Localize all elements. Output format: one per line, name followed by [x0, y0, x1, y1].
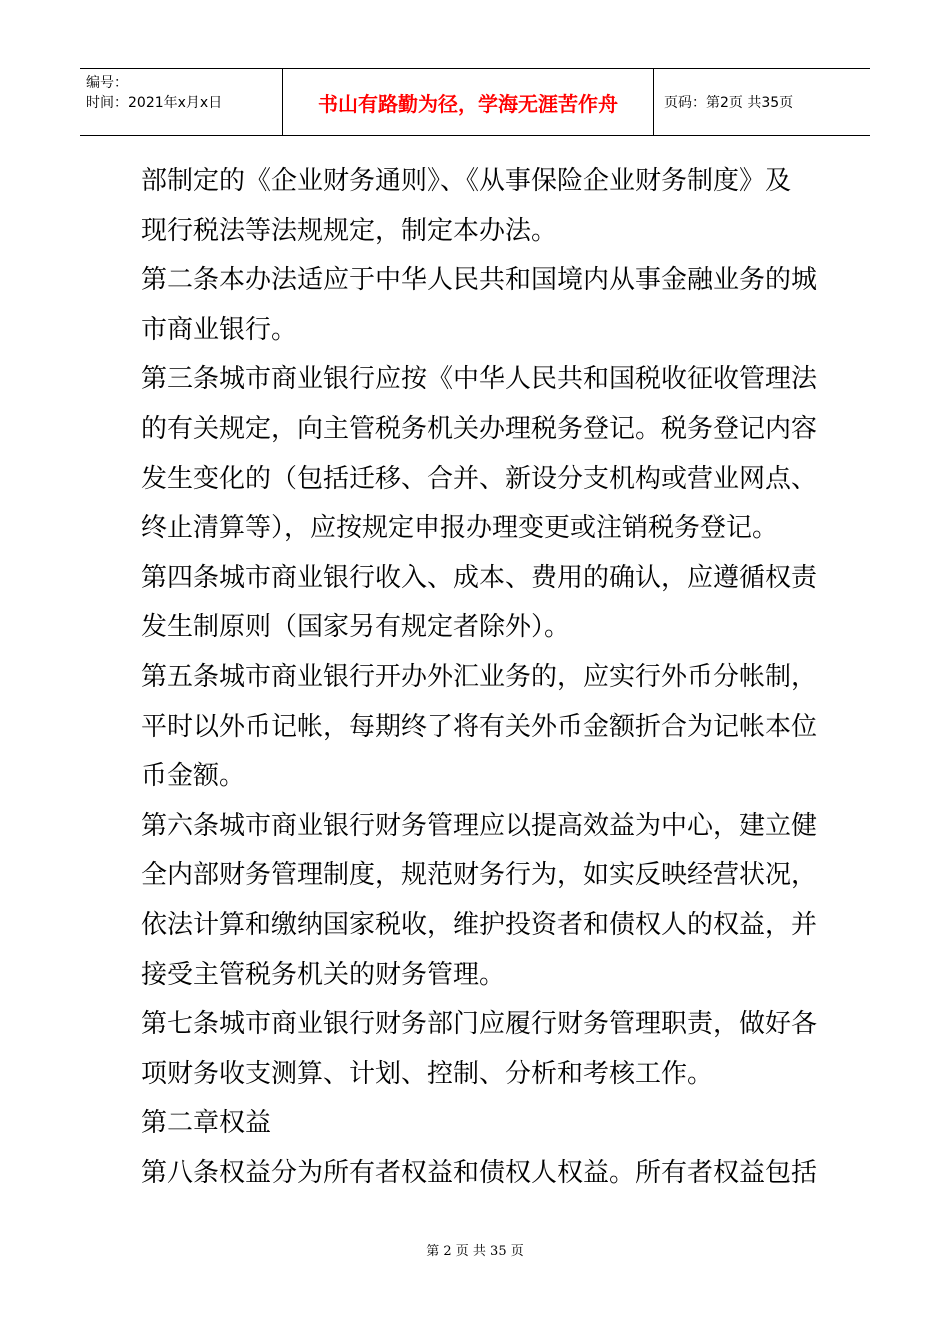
body-line: 币金额。: [141, 761, 246, 792]
body-line: 依法计算和缴纳国家税收，维护投资者和债权人的权益，并: [141, 909, 818, 940]
body-line: 第二条本办法适应于中华人民共和国境内从事金融业务的城: [141, 265, 818, 296]
body-line: 终止清算等），应按规定申报办理变更或注销税务登记。: [141, 513, 779, 544]
body-line: 现行税法等法规规定，制定本办法。: [141, 215, 558, 246]
body-line: 接受主管税务机关的财务管理。: [141, 959, 506, 990]
body-line: 部制定的《企业财务通则》、《从事保险企业财务制度》及: [141, 166, 792, 196]
time-label: 时间：2021年x月x日: [86, 95, 223, 111]
body-line: 第八条权益分为所有者权益和债权人权益。所有者权益包括: [141, 1157, 818, 1188]
serial-label: 编号：: [86, 75, 128, 91]
page-footer: 第 2 页 共 35 页: [426, 1244, 524, 1259]
header-motto: 书山有路勤为径，学海无涯苦作舟: [283, 69, 654, 135]
body-line: 发生制原则（国家另有规定者除外）。: [141, 612, 571, 643]
body-line: 第七条城市商业银行财务部门应履行财务管理职责，做好各: [141, 1009, 818, 1040]
section-heading: 第二章权益: [141, 1108, 272, 1139]
body-line: 第四条城市商业银行收入、成本、费用的确认，应遵循权责: [141, 562, 818, 593]
body-line: 项财务收支测算、计划、控制、分析和考核工作。: [141, 1058, 714, 1089]
body-line: 平时以外币记帐，每期终了将有关外币金额折合为记帐本位: [141, 711, 818, 742]
body-line: 第六条城市商业银行财务管理应以提高效益为中心，建立健: [141, 810, 818, 841]
body-line: 发生变化的（包括迁移、合并、新设分支机构或营业网点、: [141, 463, 818, 494]
body-line: 第三条城市商业银行应按《中华人民共和国税收征收管理法: [141, 364, 818, 395]
body-line: 第五条城市商业银行开办外汇业务的，应实行外币分帐制，: [141, 661, 818, 692]
header-page-info: 页码：第2页 共35页: [664, 95, 794, 111]
document-body: [141, 157, 821, 1198]
page-header: [80, 68, 870, 136]
body-line: 市商业银行。: [141, 314, 298, 345]
header-meta: [80, 69, 283, 135]
body-line: 全内部财务管理制度，规范财务行为，如实反映经营状况，: [141, 860, 818, 891]
body-line: 的有关规定，向主管税务机关办理税务登记。税务登记内容: [141, 413, 818, 444]
